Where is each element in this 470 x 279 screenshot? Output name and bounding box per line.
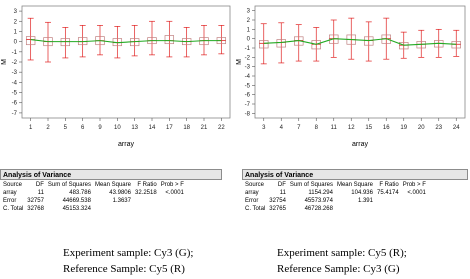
x-tick-label: 3: [262, 125, 266, 131]
x-tick-label: 5: [63, 125, 68, 131]
anova-cell: [159, 197, 186, 205]
y-tick-label: -6: [244, 92, 250, 99]
anova-cell: C. Total: [3, 206, 24, 212]
anova-cell: array: [245, 190, 259, 196]
anova-cell: 32768: [27, 206, 44, 212]
anova-cell: Error: [3, 198, 17, 204]
right-box-plot-svg: [235, 0, 470, 150]
table-row: [1, 189, 186, 197]
left-box-plot-svg: [0, 0, 235, 150]
anova-cell: [133, 205, 159, 213]
x-tick-label: 9: [98, 125, 102, 131]
anova-cell: 11: [279, 190, 286, 196]
anova-cell: [133, 197, 159, 205]
anova-header-f: F Ratio: [137, 182, 157, 188]
anova-header-p: Prob > F: [402, 182, 426, 188]
anova-cell: 1154.294: [308, 190, 333, 196]
y-tick-label: -1: [244, 46, 250, 52]
anova-cell: [159, 205, 186, 213]
anova-header-ss: Sum of Squares: [289, 182, 333, 188]
table-row: [243, 189, 428, 197]
y-axis-label: M: [236, 59, 243, 65]
y-tick-label: -2: [11, 60, 17, 66]
anova-cell: 45153.324: [62, 206, 91, 212]
y-tick-label: 1: [13, 29, 17, 36]
left-anova-table: [1, 181, 186, 213]
y-tick-label: -2: [244, 55, 250, 62]
x-tick-label: 6: [80, 125, 85, 131]
anova-cell: [401, 197, 428, 205]
x-tick-label: 19: [400, 125, 408, 131]
anova-cell: [375, 205, 401, 213]
right-caption-line2: Reference Sample: Cy3 (G): [277, 263, 400, 275]
x-tick-label: 24: [452, 125, 460, 131]
y-axis-label: M: [1, 59, 8, 65]
anova-cell: [401, 205, 428, 213]
table-row: [243, 197, 428, 205]
anova-cell: 32.2518: [134, 190, 157, 196]
anova-cell: 32754: [269, 198, 286, 204]
anova-cell: 32757: [27, 198, 44, 204]
anova-cell: array: [3, 190, 17, 196]
anova-cell: [93, 205, 133, 213]
y-tick-label: 3: [13, 9, 17, 16]
x-tick-label: 22: [217, 125, 225, 131]
x-tick-label: 16: [382, 125, 390, 131]
right-box-plot: [235, 0, 470, 150]
anova-cell: [335, 205, 375, 213]
plot-frame: [22, 6, 230, 118]
table-row: [1, 205, 186, 213]
x-tick-label: 20: [417, 125, 425, 131]
x-tick-label: 8: [314, 125, 318, 131]
anova-header-f: F Ratio: [379, 182, 399, 188]
x-tick-label: 7: [297, 125, 301, 131]
anova-cell: 1.3637: [112, 198, 131, 204]
y-tick-label: -5: [11, 90, 17, 97]
left-anova-title: Analysis of Variance: [0, 169, 222, 180]
left-caption-line2: Reference Sample: Cy5 (R): [63, 263, 185, 275]
anova-cell: Error: [245, 198, 259, 204]
y-tick-label: -4: [244, 74, 250, 80]
x-tick-label: 12: [347, 125, 355, 131]
anova-header-df: DF: [35, 182, 44, 188]
anova-cell: 11: [37, 190, 44, 196]
anova-header-ss: Sum of Squares: [47, 182, 91, 188]
x-tick-label: 11: [330, 125, 337, 131]
x-tick-label: 10: [113, 125, 121, 131]
x-tick-label: 21: [200, 125, 208, 131]
anova-cell: <.0001: [165, 190, 184, 196]
x-tick-label: 4: [279, 125, 283, 131]
x-axis-label: array: [352, 141, 368, 148]
anova-cell: 43.9806: [109, 190, 131, 196]
right-anova-table: [243, 181, 428, 213]
anova-header-source: Source: [245, 182, 265, 188]
anova-cell: C. Total: [245, 206, 266, 212]
x-tick-label: 13: [131, 125, 139, 131]
anova-cell: <.0001: [407, 190, 426, 196]
y-tick-label: 0: [246, 36, 250, 43]
y-tick-label: -4: [11, 80, 17, 87]
x-axis-label: array: [118, 141, 134, 148]
right-anova-header-row: [243, 181, 428, 189]
y-tick-label: -8: [244, 111, 250, 118]
anova-cell: 44669.538: [62, 198, 91, 204]
y-tick-label: -7: [11, 110, 17, 117]
anova-header-ms: Mean Square: [336, 182, 373, 188]
table-row: [1, 197, 186, 205]
anova-header-df: DF: [277, 182, 286, 188]
y-tick-label: 1: [246, 27, 250, 34]
x-tick-label: 14: [148, 125, 156, 131]
y-tick-label: 2: [246, 18, 250, 24]
anova-cell: 483.786: [69, 190, 91, 196]
x-tick-label: 1: [28, 125, 33, 131]
anova-cell: [375, 197, 401, 205]
anova-cell: 1.391: [357, 198, 373, 204]
left-anova-header-row: [1, 181, 186, 189]
table-row: [243, 205, 428, 213]
y-tick-label: 3: [246, 8, 250, 15]
x-tick-label: 15: [365, 125, 373, 131]
anova-header-source: Source: [3, 182, 23, 188]
y-tick-label: -5: [244, 83, 250, 90]
y-tick-label: -7: [244, 102, 250, 108]
left-caption-line1: Experiment sample: Cy3 (G);: [63, 247, 194, 259]
anova-cell: 104.936: [351, 190, 373, 196]
plot-frame: [255, 6, 465, 118]
x-tick-label: 23: [435, 125, 443, 131]
x-tick-label: 2: [46, 125, 50, 131]
anova-header-ms: Mean Square: [94, 182, 131, 188]
x-tick-label: 17: [165, 125, 173, 131]
y-tick-label: -6: [11, 100, 17, 107]
y-tick-label: 2: [13, 19, 17, 26]
anova-cell: 32765: [269, 206, 286, 212]
right-caption-line1: Experiment sample: Cy5 (R);: [277, 247, 407, 259]
y-tick-label: -3: [244, 64, 250, 71]
right-anova-title: Analysis of Variance: [242, 169, 468, 180]
anova-header-p: Prob > F: [160, 182, 184, 188]
anova-cell: 75.4174: [376, 190, 399, 196]
anova-cell: 45573.974: [304, 198, 333, 204]
left-box-plot: [0, 0, 235, 150]
y-tick-label: -3: [11, 70, 17, 77]
y-tick-label: -1: [11, 49, 17, 56]
anova-cell: 46728.268: [304, 206, 333, 212]
x-tick-label: 18: [183, 125, 191, 131]
y-tick-label: 0: [13, 39, 17, 46]
